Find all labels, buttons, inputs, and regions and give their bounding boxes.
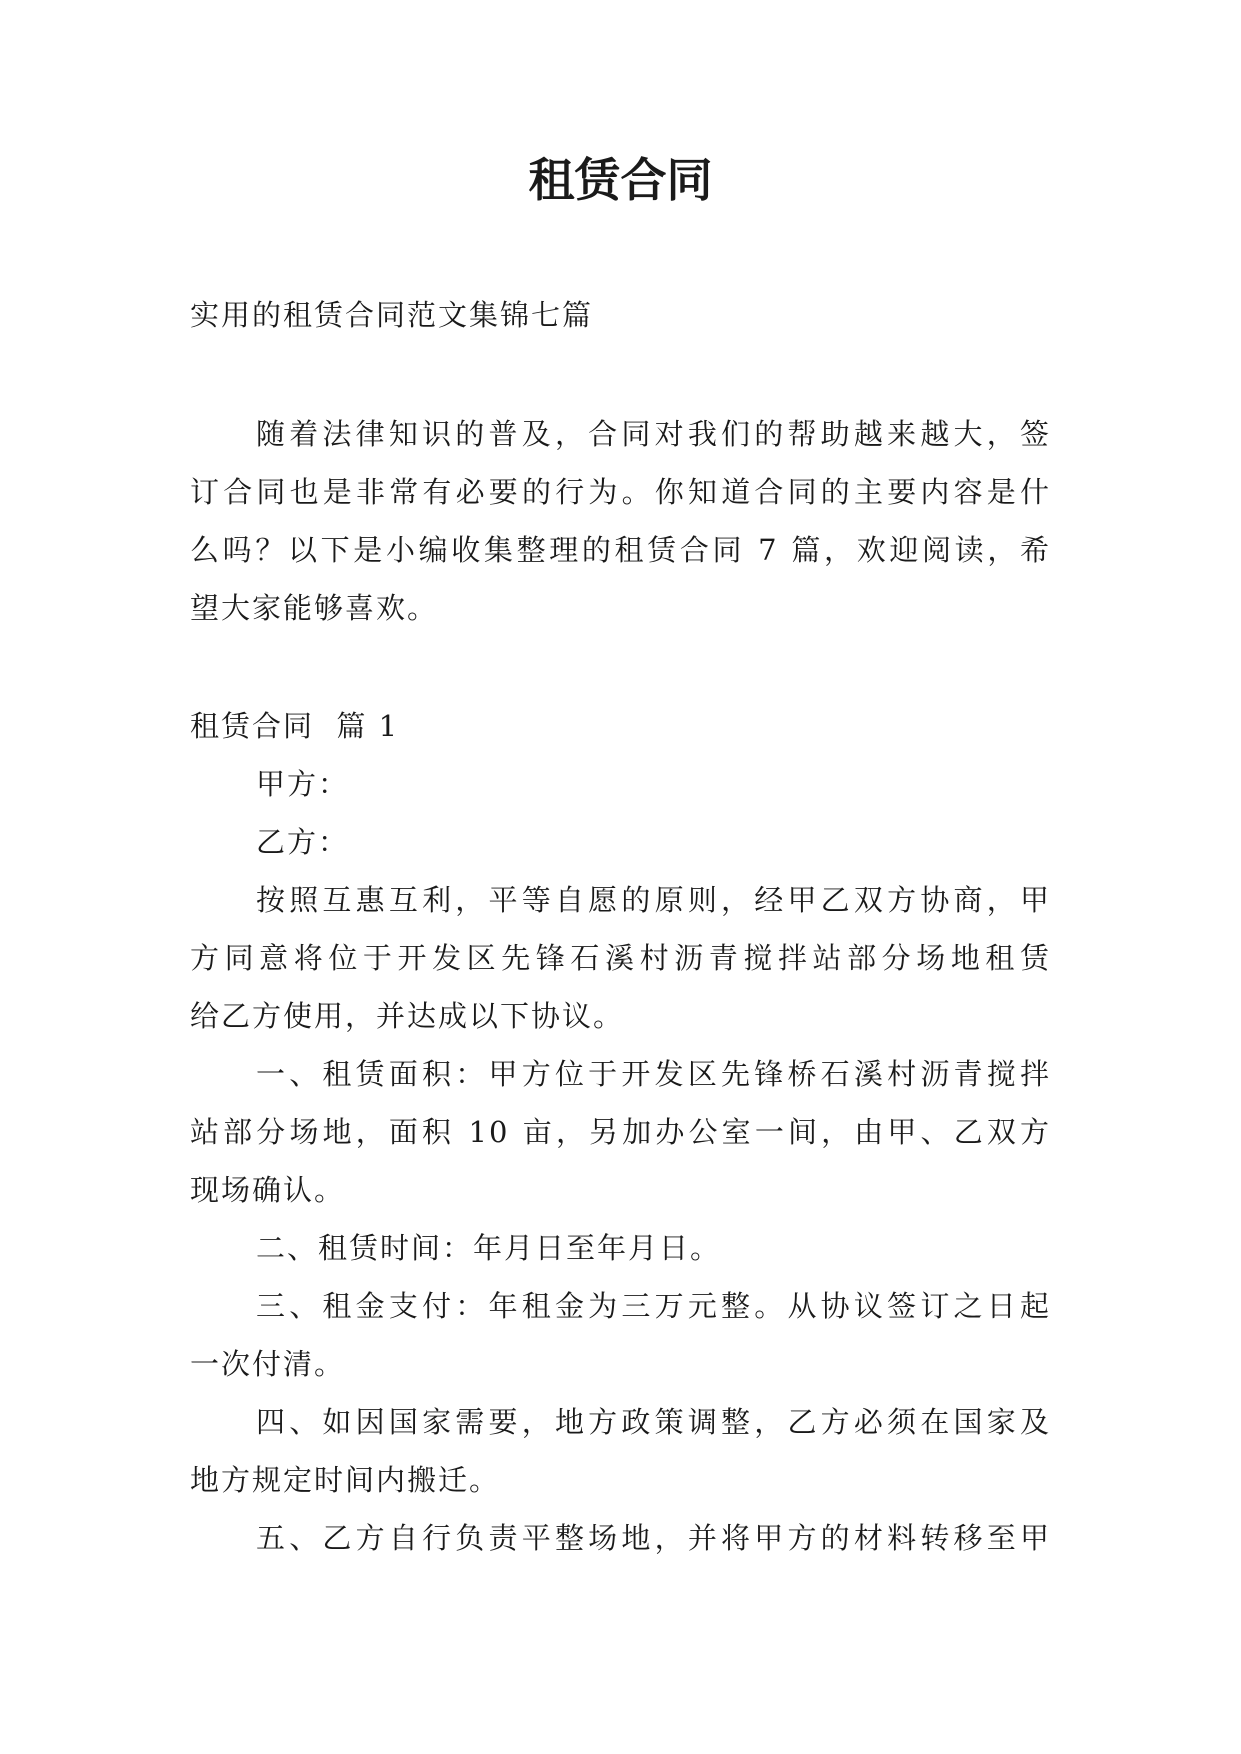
party-a-label: 甲方：: [256, 767, 350, 801]
body-line-9: 一次付清。: [190, 1347, 346, 1381]
intro-line-1: 随着法律知识的普及，合同对我们的帮助越来越大，签: [256, 417, 1051, 451]
body-line-8: 三、租金支付：年租金为三万元整。从协议签订之日起: [256, 1289, 1051, 1323]
body-line-11: 地方规定时间内搬迁。: [190, 1463, 501, 1497]
document-subtitle: 实用的租赁合同范文集锦七篇: [190, 298, 594, 332]
body-line-7: 二、租赁时间：年月日至年月日。: [256, 1231, 722, 1265]
intro-line-2: 订合同也是非常有必要的行为。你知道合同的主要内容是什: [190, 475, 1051, 509]
intro-line-3: 么吗？以下是小编收集整理的租赁合同 7 篇，欢迎阅读，希: [190, 533, 1051, 567]
section-heading: 租赁合同 篇 1: [190, 709, 400, 743]
body-line-6: 现场确认。: [190, 1173, 346, 1207]
body-line-4: 一、租赁面积：甲方位于开发区先锋桥石溪村沥青搅拌: [256, 1057, 1051, 1091]
body-line-5: 站部分场地，面积 10 亩，另加办公室一间，由甲、乙双方: [190, 1115, 1051, 1149]
body-line-12: 五、乙方自行负责平整场地，并将甲方的材料转移至甲: [256, 1521, 1051, 1555]
body-line-3: 给乙方使用，并达成以下协议。: [190, 999, 625, 1033]
document-title: 租赁合同: [528, 153, 713, 207]
party-b-label: 乙方：: [256, 825, 350, 859]
body-line-1: 按照互惠互利，平等自愿的原则，经甲乙双方协商，甲: [256, 883, 1051, 917]
body-line-2: 方同意将位于开发区先锋石溪村沥青搅拌站部分场地租赁: [190, 941, 1051, 975]
intro-line-4: 望大家能够喜欢。: [190, 591, 439, 625]
body-line-10: 四、如因国家需要，地方政策调整，乙方必须在国家及: [256, 1405, 1051, 1439]
